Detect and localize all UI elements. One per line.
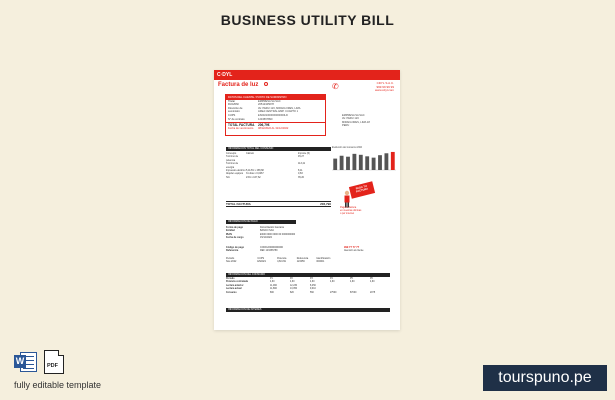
client-row: suministro AREA CENTRAL EMP. CUARTO 1 bbox=[228, 110, 299, 114]
table-row: Alquiler equipos 31 días x 0,0267 0,83 bbox=[226, 172, 303, 176]
bill-title-row bbox=[218, 82, 268, 88]
client-box-header: DATOS DEL CLIENTE / PUNTO DE SUMINISTRO bbox=[226, 95, 325, 100]
table-row: Término de potencia 45,27 bbox=[226, 155, 304, 162]
bulb-icon bbox=[264, 82, 268, 86]
chart-bar-Ene bbox=[333, 159, 337, 170]
client-row: RUC/DNI 20512345678 bbox=[228, 103, 274, 107]
client-row: Dirección de AV. PERU 123, MIRAFLORES, LIMA bbox=[228, 106, 301, 110]
client-total: TOTAL FACTURA 206,79€ bbox=[226, 122, 325, 127]
company-line: www.cdyl.com bbox=[374, 88, 394, 93]
table-row: Nov-2022 ES0021 4,60 kW 123456 000001 bbox=[226, 260, 325, 264]
mailing-address: EMPRESA SA SAC AV. PERU 123 MIRAFLORES, LIMA 18 PERU bbox=[342, 114, 370, 127]
client-data-box bbox=[225, 94, 326, 136]
info-row: IBAN ES00 0000 0000 00 0000000000 bbox=[226, 232, 296, 236]
info-row: Referencia REF 123456789 bbox=[226, 249, 278, 253]
table-row: Concepto Cálculo Importe (€) bbox=[226, 152, 310, 155]
payment-info bbox=[226, 226, 336, 239]
info-row: Código de pago CODIGO0000000000 bbox=[226, 246, 283, 249]
client-row: N° de contrato 1234567890 bbox=[228, 117, 273, 121]
chart-bar-Ago bbox=[378, 155, 382, 170]
consumo-table bbox=[226, 152, 331, 179]
client-row: CUPS ES0021000000000000LD bbox=[228, 113, 288, 117]
consumption-history-table bbox=[226, 278, 390, 295]
company-line: 999 99 99 99 bbox=[376, 84, 394, 89]
footer-section-header: INFORMACIÓN DE INTERÉS bbox=[226, 308, 390, 312]
info-row: Entidad BANCO SAC bbox=[226, 229, 275, 233]
editable-caption: fully editable template bbox=[14, 380, 102, 390]
info-row: Forma de pago Domiciliación bancaria bbox=[226, 226, 284, 229]
consumo-section-header: INFORMACIÓN TOTAL DEL CONSUMO bbox=[226, 147, 331, 151]
bill-title: Factura de luz bbox=[218, 82, 259, 88]
chart-bar-Oct bbox=[391, 152, 395, 170]
pdf-icon: PDF bbox=[44, 350, 64, 374]
table-row: IVA 21% x 167,62 35,20 bbox=[226, 175, 304, 179]
bill-document bbox=[214, 70, 400, 330]
table-row: Periodo CUPS Potencia Referencia Identificación bbox=[226, 257, 331, 260]
consumo-bar-chart bbox=[332, 150, 396, 172]
chart-bar-May bbox=[359, 155, 363, 170]
info-section-header: INFORMACIÓN DE PAGO bbox=[226, 220, 296, 224]
company-line: CDYL S.A.C. bbox=[376, 81, 394, 85]
table-row: Término de energía 113,41 bbox=[226, 162, 306, 169]
payment-codes bbox=[226, 246, 336, 253]
bill-brand-bar: C·DYL bbox=[214, 70, 400, 80]
chart-bar-Abr bbox=[352, 154, 356, 170]
phone-icon: ✆ bbox=[332, 82, 339, 91]
format-icons bbox=[14, 350, 64, 374]
chart-bar-Jun bbox=[365, 156, 369, 170]
table-row: Impuesto eléctrico 5,113% x 158,68 8,11 bbox=[226, 169, 303, 173]
page-title: BUSINESS UTILITY BILL bbox=[220, 12, 395, 28]
chart-bar-Jul bbox=[372, 158, 376, 170]
client-row: Titular EMPRESA SA SAC bbox=[228, 99, 281, 103]
promo-board: PAGA TU FACTURA bbox=[349, 181, 375, 198]
word-icon: W bbox=[14, 350, 38, 374]
table-row: Lectura anterior 11,090 12,230 8,450 bbox=[226, 284, 316, 287]
table-row: Consumo 800 820 560 27500 87000 2075 bbox=[226, 291, 376, 294]
chart-bar-Mar bbox=[346, 157, 350, 170]
client-due-date: Fecha de vencimiento 08/12/2022 AL 31/12/2022 bbox=[228, 127, 289, 131]
promo-text: Paga tu factura en nuestras oficinas o por internet bbox=[340, 206, 362, 216]
hist-section-header: INFORMACIÓN DEL CONSUMO bbox=[226, 273, 390, 277]
chart-title: Evolución del consumo kWh bbox=[332, 146, 363, 149]
payment-table bbox=[226, 257, 336, 263]
chart-bar-Feb bbox=[340, 156, 344, 170]
table-row: Potencia contratada 4,60 4,60 4,60 4,60 4,60 4,60 bbox=[226, 281, 375, 284]
site-brand-badge[interactable]: tourspuno.pe bbox=[483, 365, 607, 391]
table-row: Periodo P1 P2 P3 P4 P5 P6 bbox=[226, 278, 373, 280]
table-row: Lectura actual 11,890 13,050 9,010 bbox=[226, 288, 316, 291]
consumo-total: TOTAL FACTURA 206,79€ bbox=[226, 202, 331, 206]
company-contact bbox=[375, 82, 394, 93]
info-row: Fecha de cargo 15/12/2022 bbox=[226, 235, 272, 239]
promo-phone: 999 77 77 77 Atención al cliente bbox=[344, 246, 364, 252]
chart-bar-Sep bbox=[384, 153, 388, 170]
